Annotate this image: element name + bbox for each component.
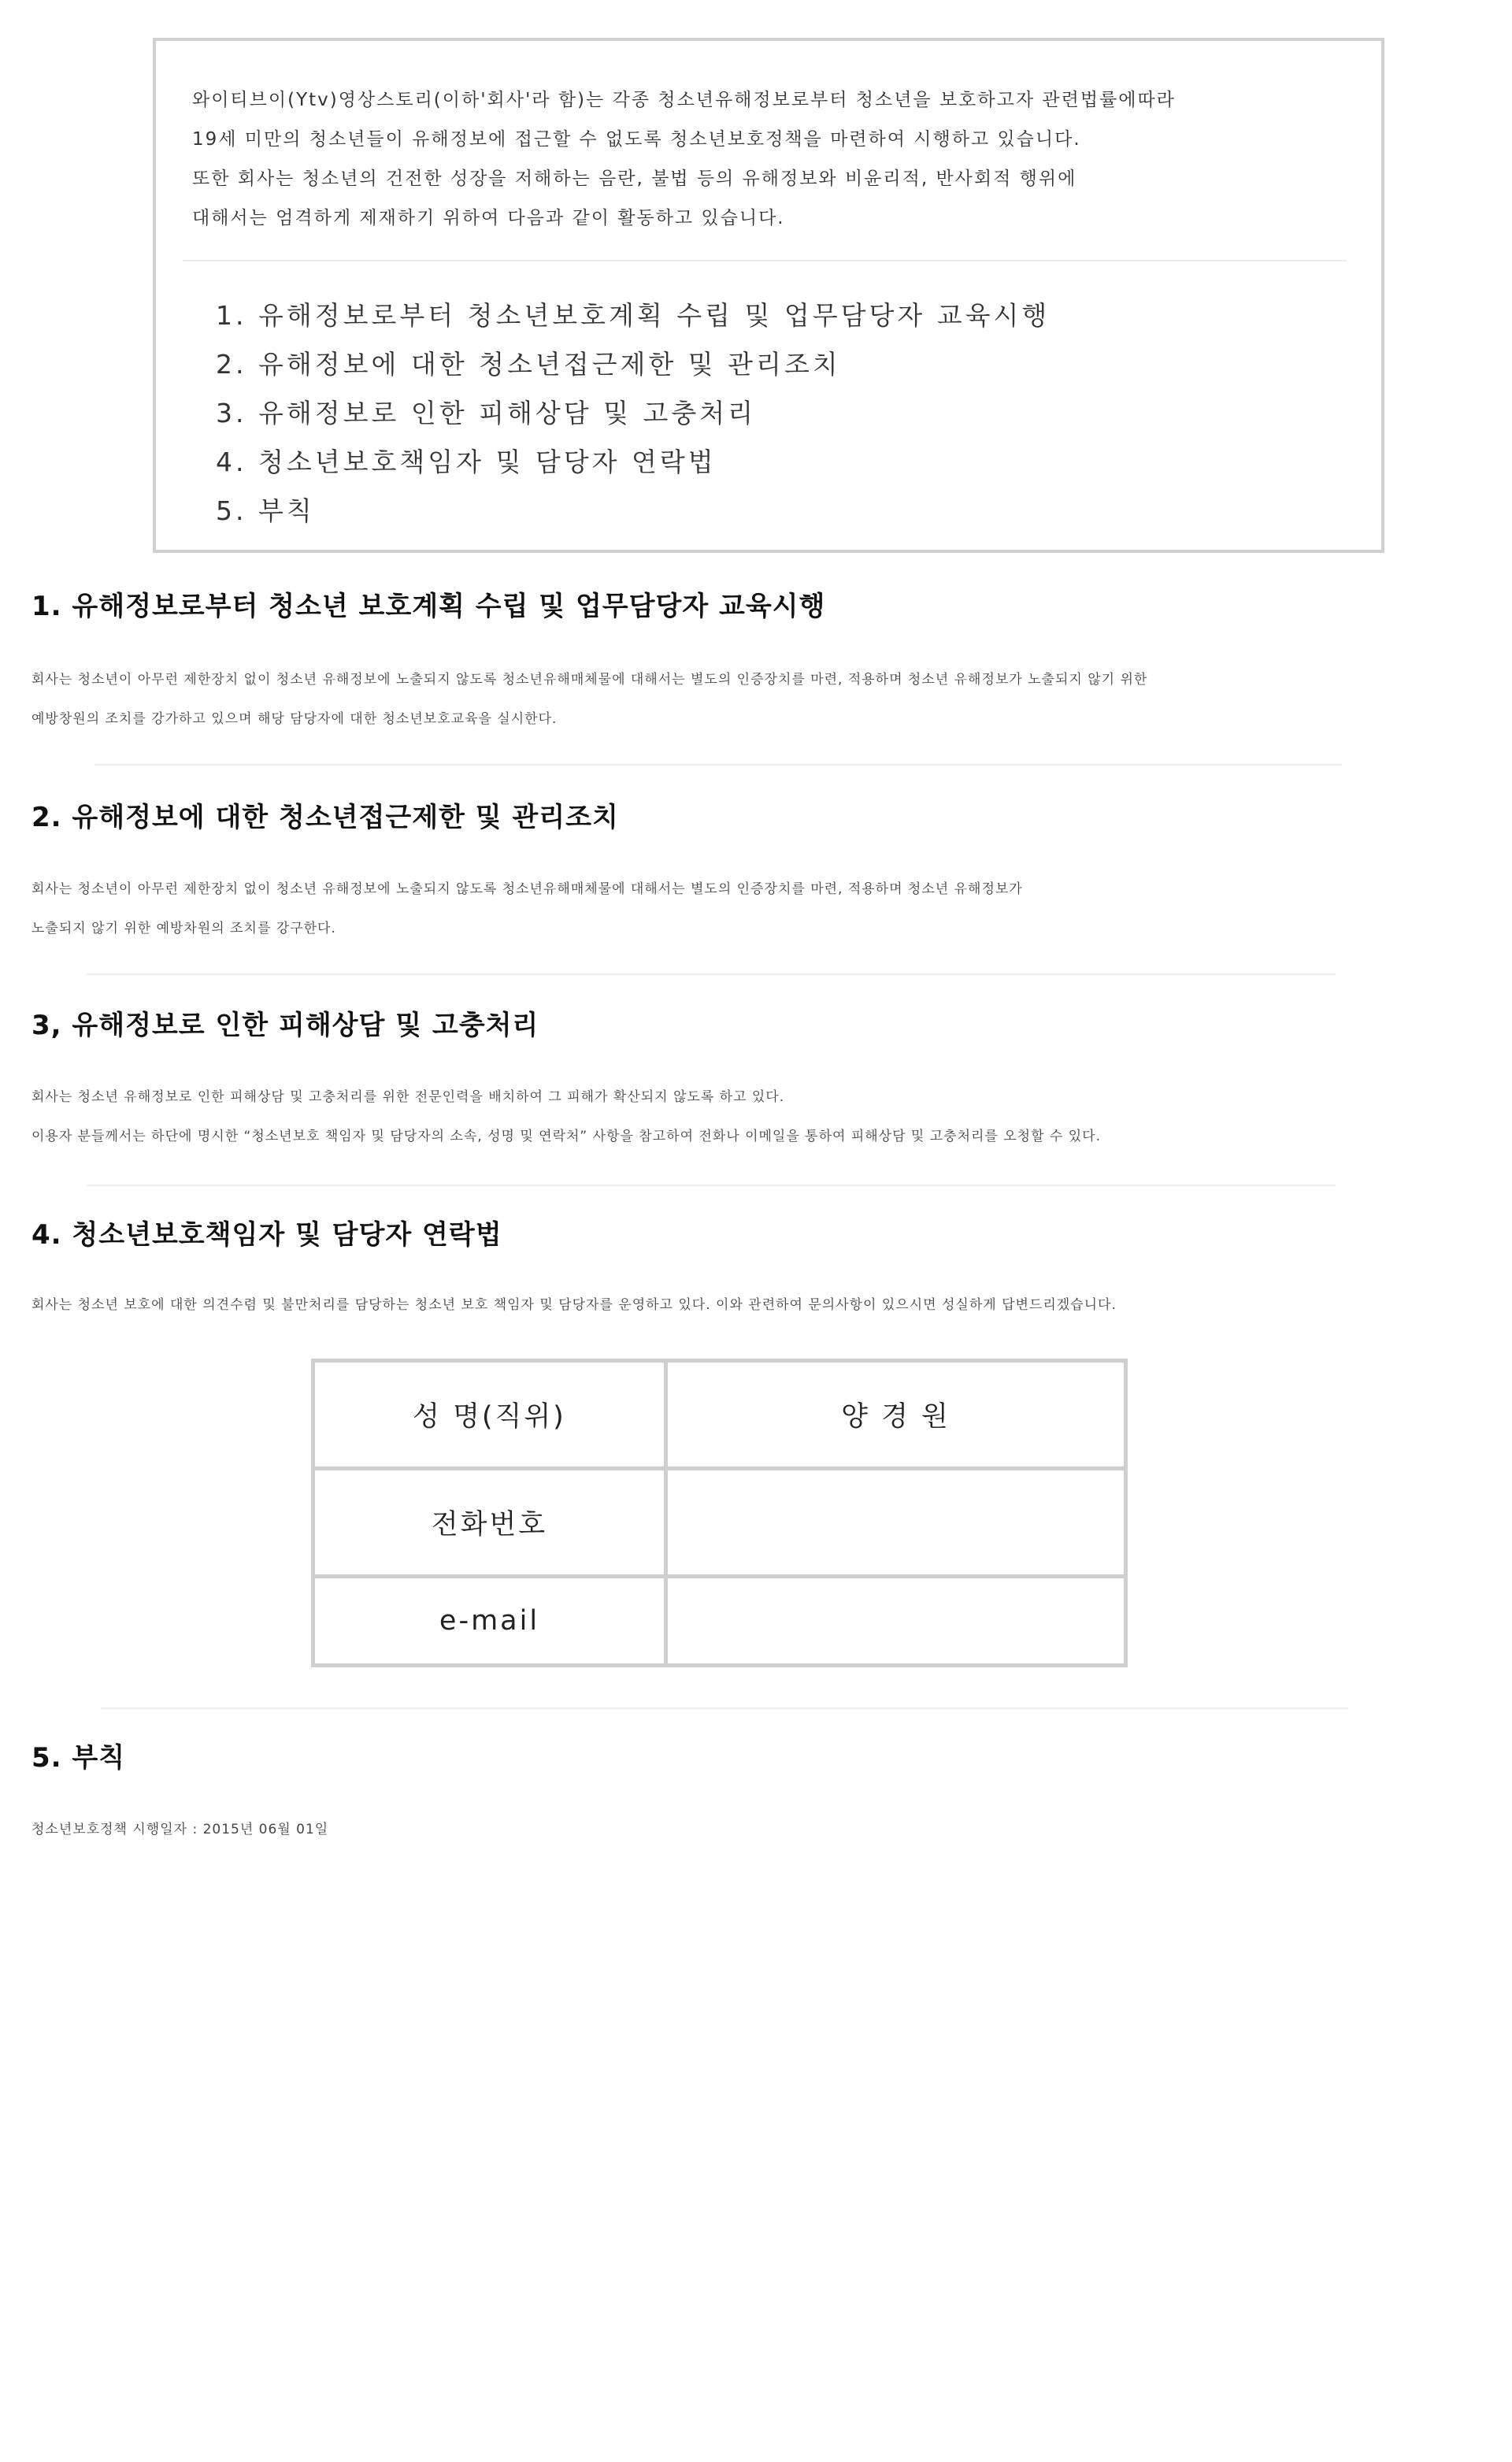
section-1-title: 1. 유해정보로부터 청소년 보호계획 수립 및 업무담당자 교육시행 xyxy=(32,591,826,622)
section-5-body xyxy=(32,1810,328,1849)
table-row xyxy=(313,1469,1126,1577)
section-2-body xyxy=(32,869,1023,948)
section-divider xyxy=(101,1707,1348,1709)
section-3-title: 3, 유해정보로 인한 피해상담 및 고충처리 xyxy=(32,1010,539,1041)
toc-item-2[interactable]: 2. 유해정보에 대한 청소년접근제한 및 관리조치 xyxy=(216,349,841,380)
section-divider xyxy=(87,973,1336,975)
section-3-body xyxy=(32,1077,1101,1156)
email-label-cell: e-mail xyxy=(313,1577,666,1666)
section-2-line: 노출되지 않기 위한 예방차원의 조치를 강구한다. xyxy=(32,921,336,936)
section-divider xyxy=(87,1185,1336,1186)
phone-label-cell: 전화번호 xyxy=(313,1469,666,1577)
section-2-line: 회사는 청소년이 아무런 제한장치 없이 청소년 유해정보에 노출되지 않도록 청소년유해매체물에 대해서는 별도의 인증장치를 마련, 적용하며 청소년 유해정보가 xyxy=(32,881,1023,897)
intro-text xyxy=(192,80,1358,238)
intro-line: 19세 미만의 청소년들이 유해정보에 접근할 수 없도록 청소년보호정책을 마련하여 시행하고 있습니다. xyxy=(192,129,1081,150)
section-1-body xyxy=(32,660,1147,739)
section-3-line: 이용자 분들께서는 하단에 명시한 “청소년보호 책임자 및 담당자의 소속, 성명 및 연락처” 사항을 참고하여 전화나 이메일을 통하여 피해상담 및 고충처리를 오청할 수 있다. xyxy=(32,1129,1101,1144)
effective-date-text: 청소년보호정책 시행일자 : 2015년 06월 01일 xyxy=(32,1822,329,1837)
table-row xyxy=(313,1361,1126,1469)
section-1-line: 예방창원의 조치를 강가하고 있으며 해당 담당자에 대한 청소년보호교육을 실시한다. xyxy=(32,711,558,727)
section-3-line: 회사는 청소년 유해정보로 인한 피해상담 및 고충처리를 위한 전문인력을 배치하여 그 피해가 확산되지 않도록 하고 있다. xyxy=(32,1089,785,1105)
toc-item-4[interactable]: 4. 청소년보호책임자 및 담당자 연락법 xyxy=(216,447,717,477)
phone-value-cell xyxy=(666,1469,1126,1577)
toc-item-5[interactable]: 5. 부칙 xyxy=(216,495,315,526)
section-divider xyxy=(94,764,1342,766)
section-5-title: 5. 부칙 xyxy=(32,1742,126,1774)
contact-table xyxy=(311,1359,1128,1667)
name-label-cell: 성 명(직위) xyxy=(313,1361,666,1469)
intro-line: 대해서는 엄격하게 제재하기 위하여 다음과 같이 활동하고 있습니다. xyxy=(192,208,785,228)
name-value-cell: 양 경 원 xyxy=(666,1361,1126,1469)
intro-divider xyxy=(183,260,1347,261)
intro-box xyxy=(153,38,1384,553)
table-row xyxy=(313,1577,1126,1666)
toc-item-1[interactable]: 1. 유해정보로부터 청소년보호계획 수립 및 업무담당자 교육시행 xyxy=(216,300,1051,331)
table-of-contents xyxy=(216,291,1050,536)
email-value-cell xyxy=(666,1577,1126,1666)
section-4-line: 회사는 청소년 보호에 대한 의견수렴 및 불만처리를 담당하는 청소년 보호 책임자 및 담당자를 운영하고 있다. 이와 관련하여 문의사항이 있으시면 성실하게 답변드리겠습니다. xyxy=(32,1297,1117,1313)
toc-item-3[interactable]: 3. 유해정보로 인한 피해상담 및 고충처리 xyxy=(216,398,756,428)
section-4-title: 4. 청소년보호책임자 및 담당자 연락법 xyxy=(32,1219,502,1251)
section-4-body xyxy=(32,1285,1117,1325)
section-1-line: 회사는 청소년이 아무런 제한장치 없이 청소년 유해정보에 노출되지 않도록 청소년유해매체물에 대해서는 별도의 인증장치를 마련, 적용하며 청소년 유해정보가 노출되지 않기 위한 xyxy=(32,672,1148,688)
intro-line: 와이티브이(Ytv)영상스토리(이하'회사'라 함)는 각종 청소년유해정보로부터 청소년을 보호하고자 관련법률에따라 xyxy=(192,90,1176,110)
intro-line: 또한 회사는 청소년의 건전한 성장을 저해하는 음란, 불법 등의 유해정보와 비윤리적, 반사회적 행위에 xyxy=(192,169,1077,189)
section-2-title: 2. 유해정보에 대한 청소년접근제한 및 관리조치 xyxy=(32,802,619,833)
